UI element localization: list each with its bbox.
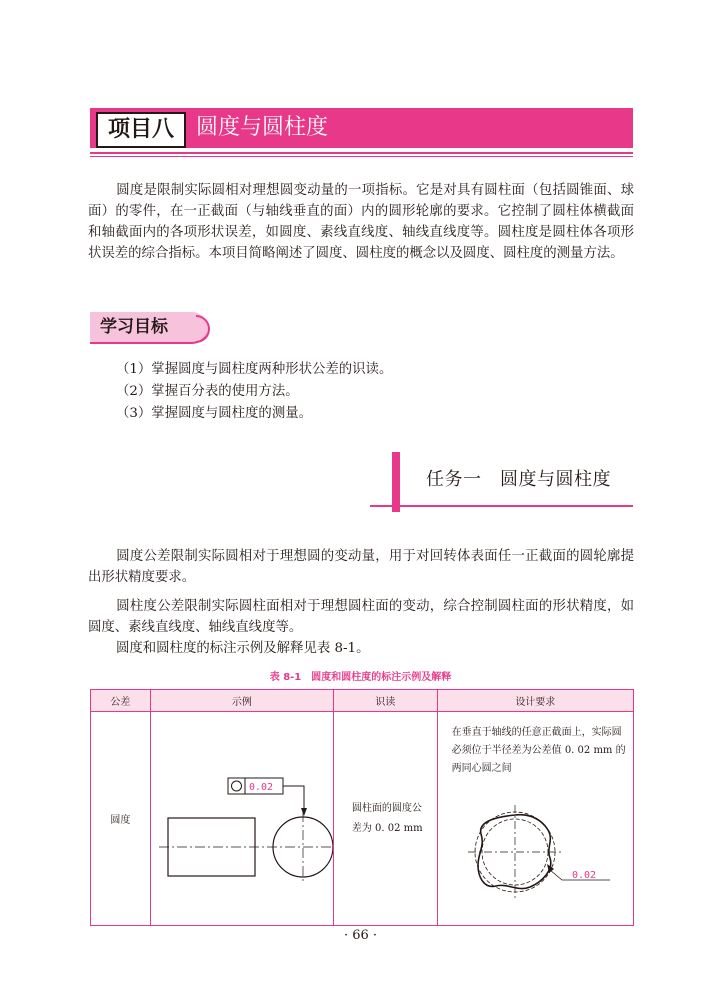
- roundness-symbol-icon: [231, 781, 241, 791]
- leader-line: [283, 786, 304, 812]
- goals-tab-outline: [196, 315, 210, 343]
- tolerance-table: [90, 689, 634, 926]
- roundness-example-drawing: [151, 712, 333, 922]
- table-row: [91, 712, 634, 926]
- table-header-row: [91, 690, 634, 712]
- task-accent-bar: [392, 452, 400, 512]
- task-paragraph: [88, 546, 634, 588]
- requirement-text: 在垂直于轴线的任意正截面上，实际圆必须位于半径差为公差值 0. 02 mm 的两同心圆之间: [451, 727, 626, 774]
- header-reading: 识读: [333, 690, 437, 712]
- cell-example: [150, 712, 333, 926]
- roundness-zone-drawing: [438, 712, 634, 922]
- cell-requirement: [437, 712, 633, 926]
- task-paragraph-text: 圆柱度公差限制实际圆柱面相对于理想圆柱面的变动，综合控制圆柱面的形状精度，如圆度、素线直线度、轴线直线度等。: [88, 599, 634, 635]
- task-title: 任务一 圆度与圆柱度: [426, 469, 611, 490]
- goal-item: （2）掌握百分表的使用方法。: [116, 384, 299, 399]
- task-paragraph: [88, 638, 634, 659]
- divider: [90, 152, 633, 154]
- table-caption: 表 8-1 圆度和圆柱度的标注示例及解释: [269, 672, 452, 683]
- header-tolerance: 公差: [91, 690, 151, 712]
- task-underline: [370, 505, 633, 507]
- zone-value: 0.02: [571, 870, 596, 881]
- task-paragraph: [88, 596, 634, 638]
- divider: [90, 156, 633, 157]
- page-number: · 66 ·: [343, 928, 378, 943]
- goal-item: （1）掌握圆度与圆柱度两种形状公差的识读。: [116, 362, 393, 377]
- chapter-label: 项目八: [96, 112, 186, 148]
- task-paragraph-text: 圆度和圆柱度的标注示例及解释见表 8-1。: [116, 641, 370, 656]
- actual-profile: [478, 815, 551, 889]
- goals-heading: 学习目标: [100, 317, 168, 337]
- cell-reading: 圆柱面的圆度公差为 0. 02 mm: [333, 712, 437, 926]
- intro-paragraph: [88, 180, 634, 264]
- header-requirement: 设计要求: [437, 690, 633, 712]
- intro-text: 圆度是限制实际圆相对理想圆变动量的一项指标。它是对具有圆柱面（包括圆锥面、球面）的零件，在一正截面（与轴线垂直的面）内的圆形轮廓的要求。它控制了圆柱体横截面和轴截面内的各项形状误差，如圆度、素线直线度、轴线直线度等。圆柱度是圆柱体各项形状误差的综合指标。本项目简略阐述了圆度、圆柱度的概念以及圆度、圆柱度的测量方法。: [88, 183, 634, 261]
- leader-arrow-icon: [301, 808, 307, 816]
- tolerance-value: 0.02: [248, 782, 273, 793]
- cell-tolerance: 圆度: [91, 712, 151, 926]
- header-example: 示例: [150, 690, 333, 712]
- task-paragraph-text: 圆度公差限制实际圆相对于理想圆的变动量，用于对回转体表面任一正截面的圆轮廓提出形状精度要求。: [88, 549, 634, 585]
- chapter-title: 圆度与圆柱度: [196, 115, 329, 140]
- goal-item: （3）掌握圆度与圆柱度的测量。: [116, 406, 312, 421]
